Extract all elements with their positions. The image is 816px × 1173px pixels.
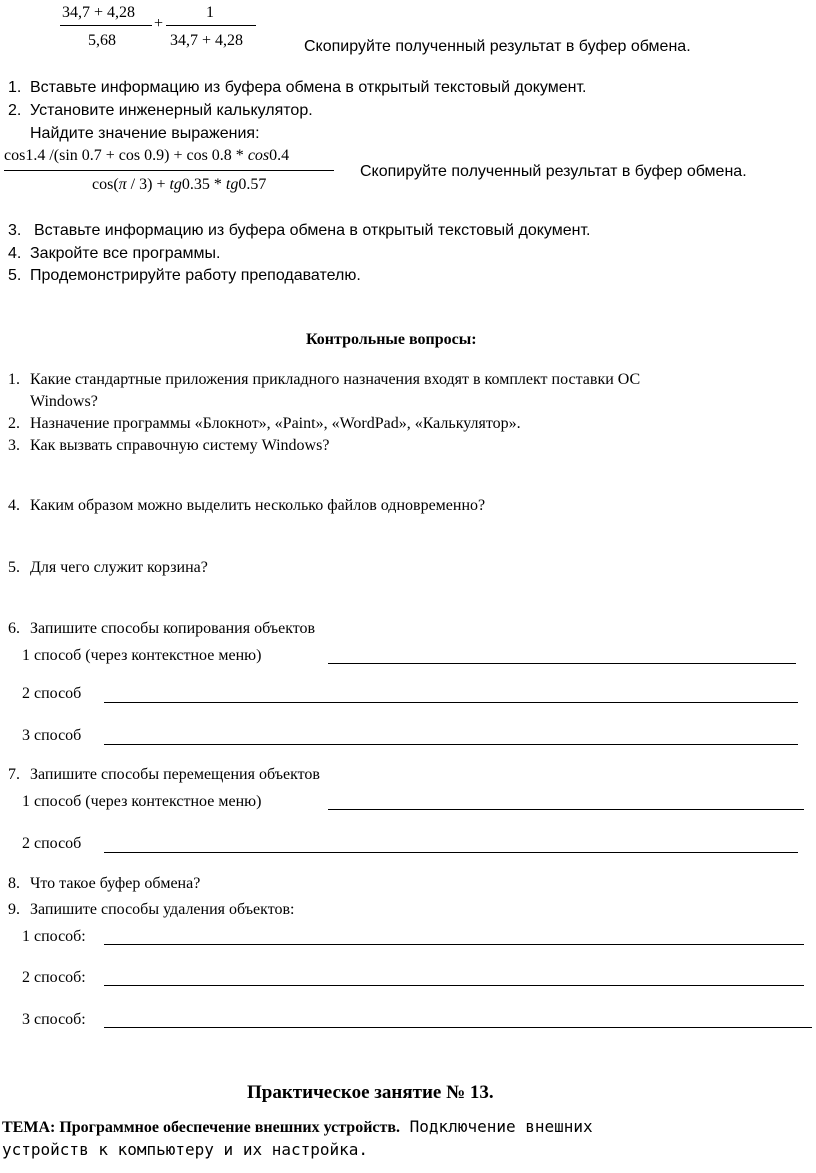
formula2-den-part-c: 0.35 * <box>181 176 226 193</box>
question-6-method-1-label: 1 способ (через контекстное меню) <box>22 647 262 664</box>
step-4-number: 4. <box>8 245 22 262</box>
find-value-label: Найдите значение выражения: <box>30 125 260 142</box>
question-5-text: Для чего служит корзина? <box>30 559 208 576</box>
topic-rest-1: Подключение внешних <box>400 1117 593 1136</box>
question-3-text: Как вызвать справочную систему Windows? <box>30 437 330 454</box>
question-4-text: Каким образом можно выделить несколько файлов одновременно? <box>30 497 486 514</box>
question-7-text: Запишите способы перемещения объектов <box>30 766 320 783</box>
topic-label: ТЕМА: Программное обеспечение внешних устройств. <box>2 1119 401 1136</box>
topic-line-2: устройств к компьютеру и их настройка. <box>2 1140 369 1159</box>
formula2-num-part-c: 0.4 <box>269 147 290 164</box>
formula1-den2: 34,7 + 4,28 <box>170 32 244 49</box>
formula2-den-pi: π <box>118 176 127 193</box>
formula1-fraction-bar-2 <box>166 25 256 26</box>
topic-line-1 <box>2 1119 593 1136</box>
formula2-den-part-b: / 3) + <box>126 176 170 193</box>
control-questions-heading: Контрольные вопросы: <box>306 331 477 348</box>
question-7-method-2-label: 2 способ <box>22 835 82 852</box>
question-6-method-1-answer-line[interactable] <box>328 663 796 664</box>
formula1-num1: 34,7 + 4,28 <box>62 4 136 21</box>
question-2-number: 2. <box>8 415 20 432</box>
question-2-text: Назначение программы «Блокнот», «Paint», «WordPad», «Калькулятор». <box>30 415 521 432</box>
step-1-number: 1. <box>8 79 22 96</box>
question-9-text: Запишите способы удаления объектов: <box>30 901 295 918</box>
formula2-den-part-d: 0.57 <box>238 176 267 193</box>
step-3-number: 3. <box>8 222 22 239</box>
formula2-den-part-a: cos( <box>92 176 119 193</box>
question-6-method-2-answer-line[interactable] <box>104 702 798 703</box>
step-4-text: Закройте все программы. <box>30 245 221 262</box>
formula1-num2: 1 <box>206 4 214 21</box>
copy-note-2: Скопируйте полученный результат в буфер обмена. <box>360 163 747 180</box>
question-9-method-3-answer-line[interactable] <box>104 1027 812 1028</box>
question-9-method-2-label: 2 способ: <box>22 969 86 986</box>
question-7-number: 7. <box>8 766 20 783</box>
step-5-number: 5. <box>8 267 22 284</box>
question-7-method-1-answer-line[interactable] <box>328 809 804 810</box>
question-7-method-1-label: 1 способ (через контекстное меню) <box>22 793 262 810</box>
copy-note-1: Скопируйте полученный результат в буфер обмена. <box>304 38 691 55</box>
question-8-number: 8. <box>8 875 20 892</box>
question-9-number: 9. <box>8 901 20 918</box>
question-4-number: 4. <box>8 497 20 514</box>
question-9-method-1-label: 1 способ: <box>22 928 86 945</box>
formula2-num-part-b: cos <box>247 147 270 164</box>
question-6-method-2-label: 2 способ <box>22 685 82 702</box>
question-7-method-2-answer-line[interactable] <box>104 852 798 853</box>
question-1-number: 1. <box>8 371 20 388</box>
step-3-text: Вставьте информацию из буфера обмена в открытый текстовый документ. <box>34 222 591 239</box>
formula1-den1: 5,68 <box>88 32 116 49</box>
step-2-text: Установите инженерный калькулятор. <box>30 102 313 119</box>
lesson-title: Практическое занятие № 13. <box>247 1082 494 1103</box>
question-5-number: 5. <box>8 559 20 576</box>
question-8-text: Что такое буфер обмена? <box>30 875 201 892</box>
question-1-line-2: Windows? <box>30 393 98 410</box>
formula1-fraction-bar-1 <box>60 25 152 26</box>
formula2-fraction-bar <box>4 170 334 171</box>
step-2-number: 2. <box>8 102 22 119</box>
question-6-text: Запишите способы копирования объектов <box>30 620 316 637</box>
question-6-number: 6. <box>8 620 20 637</box>
formula1-plus: + <box>154 15 164 32</box>
question-9-method-3-label: 3 способ: <box>22 1011 86 1028</box>
question-6-method-3-label: 3 способ <box>22 727 82 744</box>
question-9-method-1-answer-line[interactable] <box>104 944 804 945</box>
question-3-number: 3. <box>8 437 20 454</box>
formula2-den-tg-1: tg <box>169 176 182 193</box>
formula2-num-part-a: cos1.4 /(sin 0.7 + cos 0.9) + cos 0.8 * <box>4 147 248 164</box>
formula2-numerator <box>4 148 289 164</box>
formula2-den-tg-2: tg <box>225 176 239 193</box>
step-1-text: Вставьте информацию из буфера обмена в открытый текстовый документ. <box>30 79 587 96</box>
question-9-method-2-answer-line[interactable] <box>104 985 804 986</box>
step-5-text: Продемонстрируйте работу преподавателю. <box>30 267 361 284</box>
formula2-denominator <box>92 177 266 193</box>
question-1-line-1: Какие стандартные приложения прикладного назначения входят в комплект поставки ОС <box>30 371 641 388</box>
question-6-method-3-answer-line[interactable] <box>104 744 798 745</box>
